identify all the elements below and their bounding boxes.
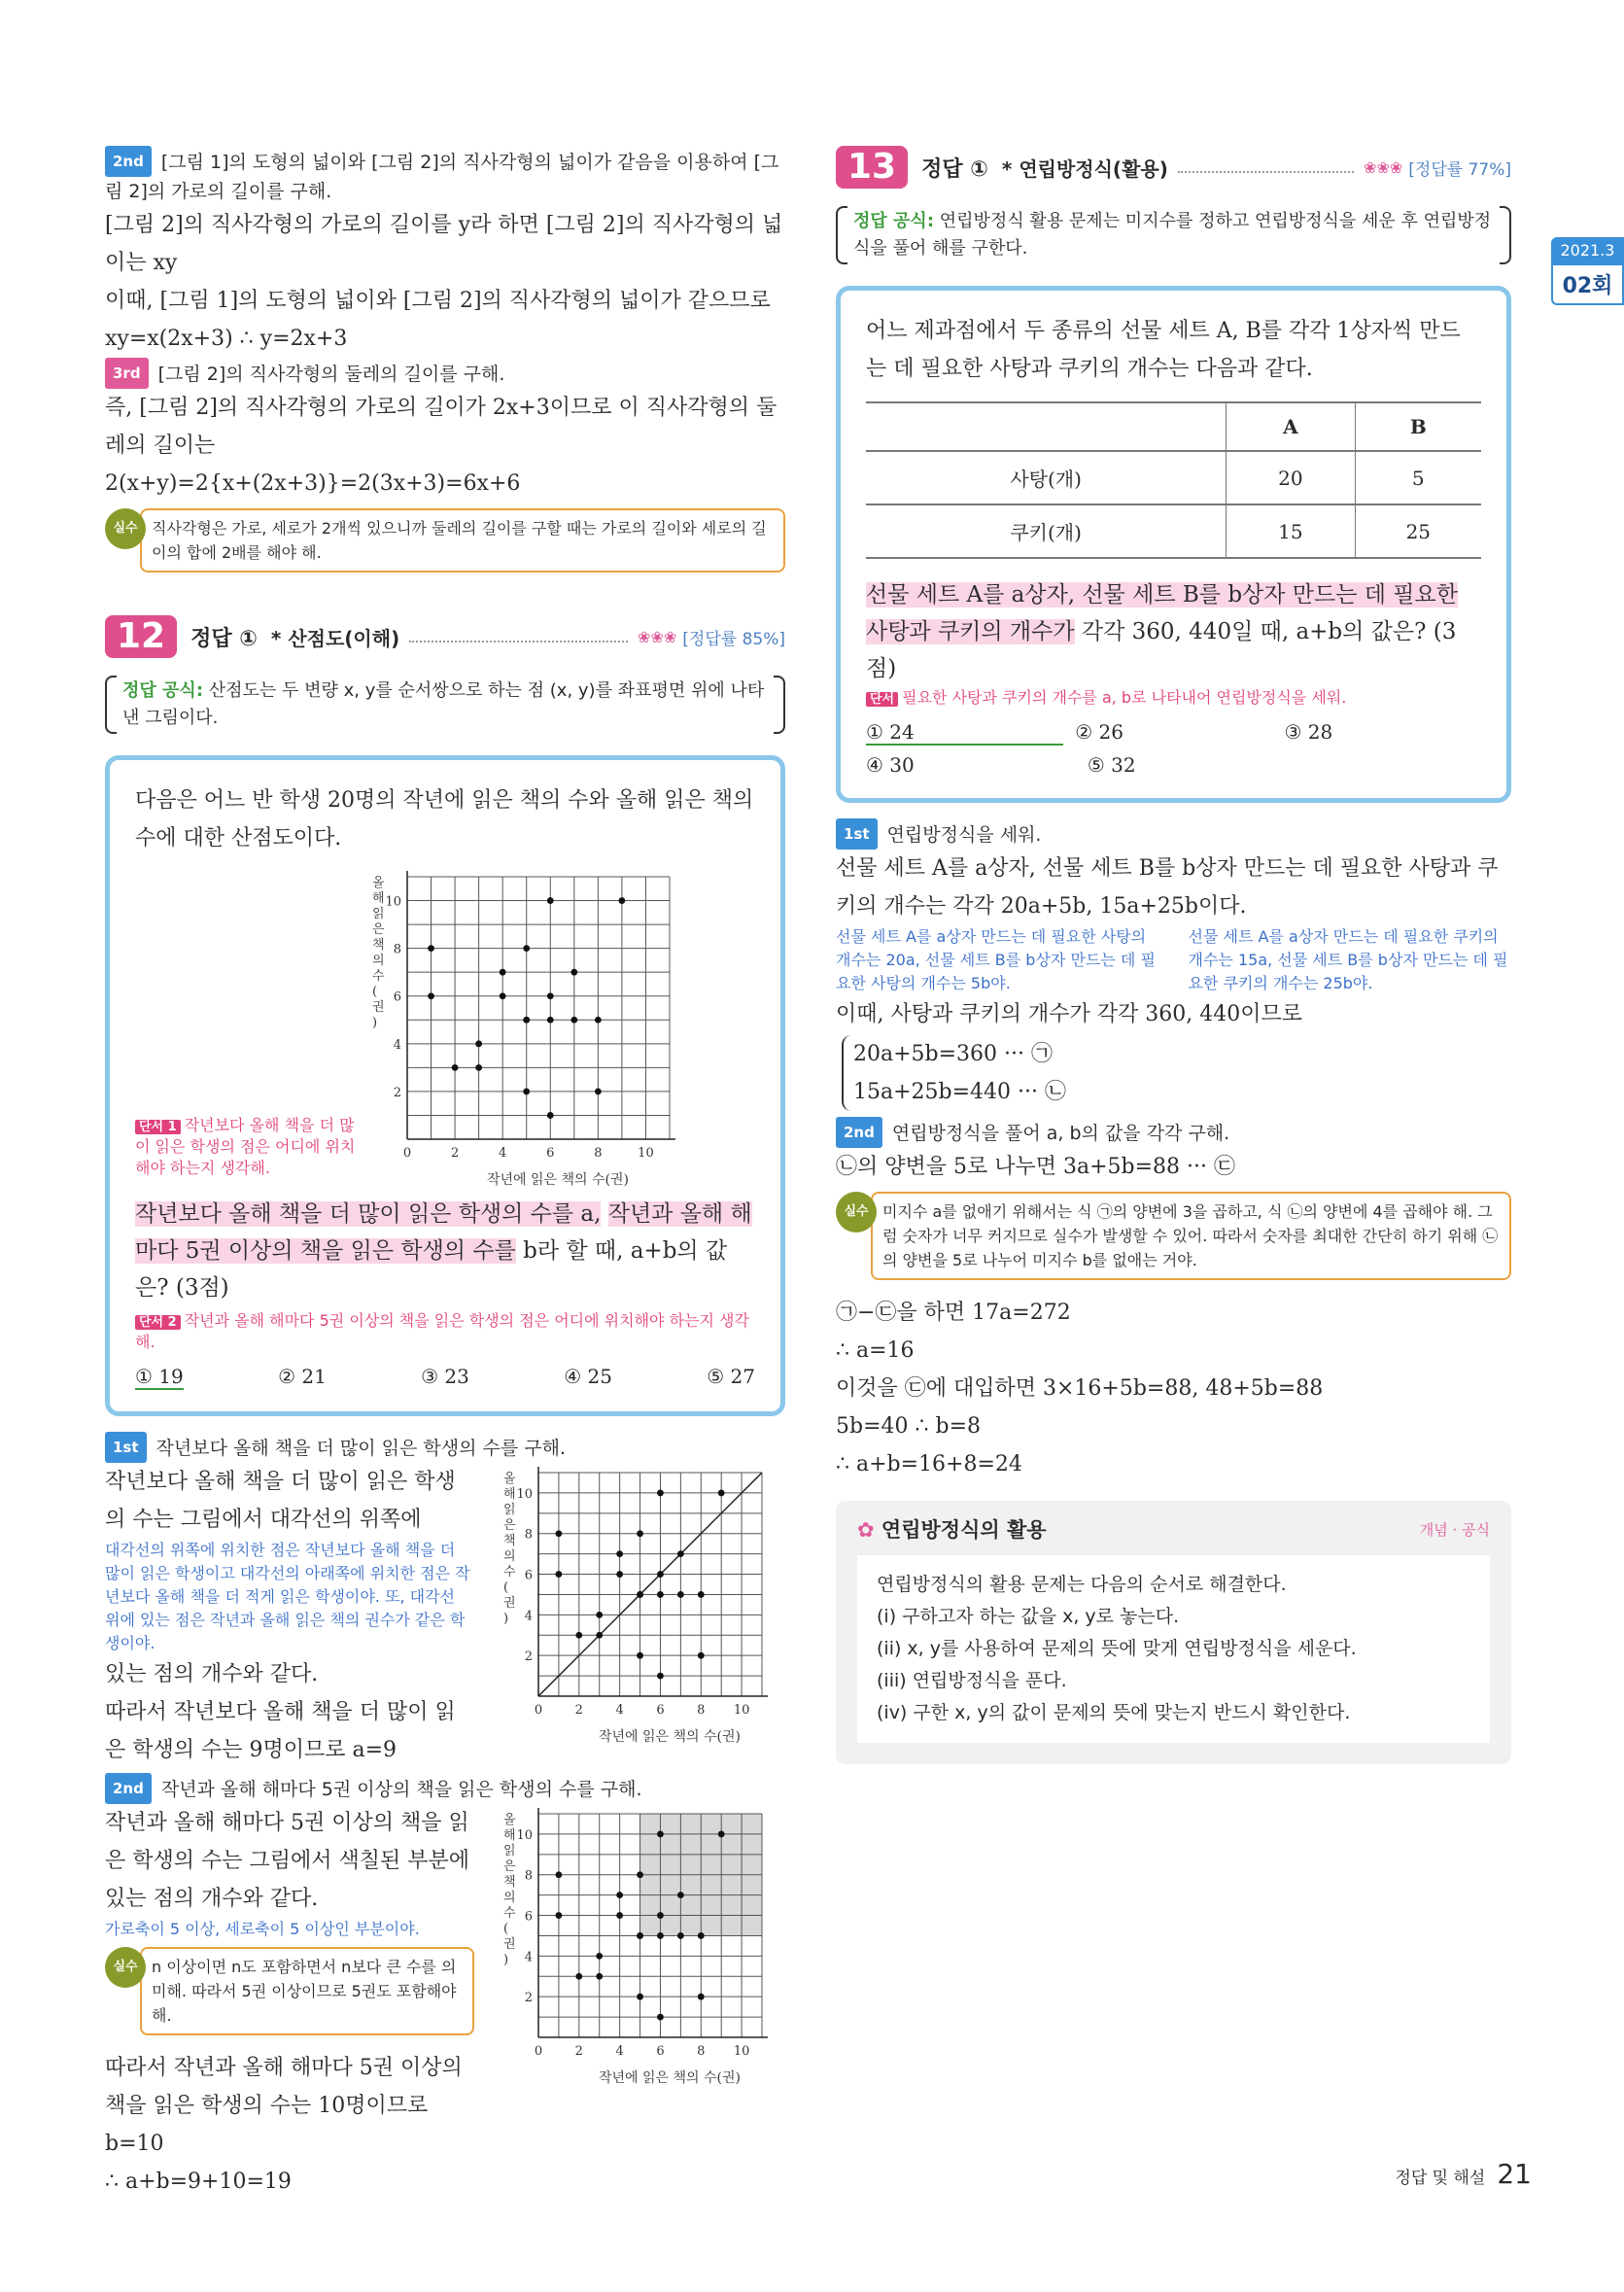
data-point [575, 1973, 582, 1980]
diagonal-line [538, 1473, 762, 1696]
data-point [619, 897, 626, 904]
x-tick-label: 10 [733, 1703, 750, 1718]
mistake-text: 직사각형은 가로, 세로가 2개씩 있으니까 둘레의 길이를 구할 때는 가로의 길이와 세로의 길이의 합에 2배를 해야 해. [140, 508, 785, 573]
choice-2[interactable]: ② 21 [278, 1365, 327, 1388]
exam-round: 02회 [1551, 263, 1624, 305]
data-table [866, 401, 1481, 559]
data-point [595, 1089, 602, 1095]
step-1st: 1st 작년보다 올해 책을 더 많이 읽은 학생의 수를 구해. [105, 1432, 785, 1463]
data-point [657, 1912, 664, 1919]
solution-line: 있는 점의 개수와 같다. [105, 1662, 319, 1686]
data-point [500, 969, 506, 976]
x-tick-label: 8 [697, 2044, 706, 2059]
answer-label: 정답 ① [190, 626, 258, 651]
step-tag: 1st [836, 818, 878, 850]
x-tick-label: 6 [546, 1146, 555, 1161]
x-tick-label: 8 [594, 1146, 603, 1161]
data-point [570, 1017, 577, 1024]
question-header [836, 146, 1511, 189]
concept-item: (iii) 연립방정식을 푼다. [877, 1670, 1067, 1691]
x-tick-label: 6 [656, 1703, 665, 1718]
choice-5[interactable]: ⑤ 27 [707, 1365, 755, 1388]
step-2-content [105, 1804, 785, 2201]
choice-4[interactable]: ④ 25 [564, 1365, 612, 1388]
solution-line: ∴ a+b=9+10=19 [105, 2170, 292, 2194]
x-axis-label: 작년에 읽은 책의 수(권) [487, 1172, 629, 1188]
answer-formula: 정답 공식: 연립방정식 활용 문제는 미지수를 정하고 연립방정식을 세운 후 연립방정식을 풀어 해를 구한다. [836, 206, 1511, 264]
data-point [698, 1994, 705, 2000]
mistake-text: 미지수 a를 없애기 위해서는 식 ㉠의 양변에 3을 곱하고, 식 ㉡의 양변에 4를 곱해야 해. 그럼 숫자가 너무 커지므로 실수가 발생할 수 있어. 따라서 숫자를 최대한 간단히 하기 위해 ㉡의 양변을 5로 나누어 미지수 b를 없애는 거야. [871, 1192, 1511, 1280]
x-tick-label: 0 [534, 2044, 543, 2059]
choice-1[interactable]: ① 19 [135, 1365, 184, 1388]
x-axis-label: 작년에 읽은 책의 수(권) [599, 2070, 741, 2086]
x-tick-label: 2 [574, 1703, 583, 1718]
data-point [556, 1530, 563, 1537]
answer-label: 정답 ① [921, 156, 988, 182]
step-3rd-prev: 3rd [그림 2]의 직사각형의 둘레의 길이를 구해. [105, 358, 785, 389]
answer-choices [866, 720, 1481, 777]
table-header-row [866, 402, 1481, 451]
data-point [718, 1831, 725, 1838]
right-column [836, 146, 1511, 1764]
concept-item: (ii) x, y를 사용하여 문제의 뜻에 맞게 연립방정식을 세운다. [877, 1638, 1357, 1659]
difficulty-flower-icon: ❀❀❀ [638, 627, 677, 646]
data-point [637, 1871, 643, 1878]
x-tick-label: 4 [615, 1703, 624, 1718]
data-point [637, 1932, 643, 1939]
mistake-text: n 이상이면 n도 포함하면서 n보다 큰 수를 의미해. 따라서 5권 이상이므로 5권도 포함해야 해. [140, 1947, 474, 2035]
data-point [657, 1831, 664, 1838]
solution-line: ∴ a=16 [836, 1338, 915, 1363]
mistake-note [836, 1192, 1511, 1280]
solution-line: 즉, [그림 2]의 직사각형의 가로의 길이가 2x+3이므로 이 직사각형의 둘레의 길이는 [105, 396, 777, 458]
table-row [866, 451, 1481, 504]
x-tick-label: 2 [574, 2044, 583, 2059]
y-tick-label: 10 [385, 894, 401, 910]
solution-line: 2(x+y)=2{x+(2x+3)}=2(3x+3)=6x+6 [105, 471, 521, 496]
topic-label: * 산점도(이해) [270, 626, 400, 650]
data-point [475, 1064, 482, 1071]
correct-rate: [정답률 77%] [1408, 159, 1511, 180]
blue-notes [836, 925, 1511, 995]
y-tick-label: 6 [524, 1909, 533, 1925]
difficulty-flower-icon: ❀❀❀ [1364, 157, 1403, 177]
concept-item: (i) 구하고자 하는 값을 x, y로 놓는다. [877, 1606, 1180, 1627]
question-intro: 어느 제과점에서 두 종류의 선물 세트 A, B를 각각 1상자씩 만드는 데 필요한 사탕과 쿠키의 개수는 다음과 같다. [866, 319, 1461, 381]
choice-1[interactable]: ① 24 [866, 720, 1063, 746]
data-point [657, 1591, 664, 1598]
data-point [547, 1112, 554, 1119]
data-point [596, 1953, 603, 1960]
topic-label: * 연립방정식(활용) [1001, 156, 1168, 181]
x-tick-label: 4 [615, 2044, 624, 2059]
question-number: 12 [105, 615, 177, 658]
solution-line: ㉠−㉢을 하면 17a=272 [836, 1301, 1071, 1325]
data-point [556, 1871, 563, 1878]
choice-5[interactable]: ⑤ 32 [1087, 753, 1136, 777]
step-2nd: 2nd 작년과 올해 해마다 5권 이상의 책을 읽은 학생의 수를 구해. [105, 1773, 785, 1804]
data-point [523, 945, 530, 952]
answer-formula: 정답 공식: 산점도는 두 변량 x, y를 순서쌍으로 하는 점 (x, y)를 좌표평면 위에 나타낸 그림이다. [105, 676, 785, 734]
mistake-note [105, 1947, 474, 2035]
blue-note: 선물 세트 A를 a상자 만드는 데 필요한 사탕의 개수는 20a, 선물 세트 B를 b상자 만드는 데 필요한 사탕의 개수는 5b야. [836, 927, 1156, 992]
question-text: 선물 세트 A를 a상자, 선물 세트 B를 b상자 만드는 데 필요한 사탕과 쿠키의 개수가 각각 360, 440일 때, a+b의 값은? (3점) [866, 582, 1458, 681]
mistake-badge-icon: 실수 [105, 1947, 146, 1988]
concept-intro: 연립방정식의 활용 문제는 다음의 순서로 해결한다. [877, 1574, 1287, 1595]
solution-line: 5b=40 ∴ b=8 [836, 1414, 982, 1439]
data-point [596, 1612, 603, 1618]
table-cell: 20 [1227, 451, 1355, 504]
x-tick-label: 10 [638, 1146, 654, 1161]
data-point [637, 1652, 643, 1659]
solution-line: ㉡의 양변을 5로 나누면 3a+5b=88 ··· ㉢ [836, 1155, 1236, 1179]
y-axis-label: 올 해 읽 은 책 의 수 ( 권 ) [503, 1472, 516, 1626]
solution-line: 따라서 작년보다 올해 책을 더 많이 읽은 학생의 수는 9명이므로 a=9 [105, 1700, 456, 1762]
scatter-plot [359, 867, 679, 1188]
y-tick-label: 6 [393, 990, 401, 1005]
solution-line: 이때, [그림 1]의 도형의 넓이와 [그림 2]의 직사각형의 넓이가 같으므로 [105, 289, 771, 313]
data-point [698, 1652, 705, 1659]
footer-label: 정답 및 해설 [1395, 2169, 1486, 2188]
hint: 단서 필요한 사탕과 쿠키의 개수를 a, b로 나타내어 연립방정식을 세워. [866, 687, 1481, 709]
solution-line: [그림 2]의 직사각형의 가로의 길이를 y라 하면 [그림 2]의 직사각형의 넓이는 xy [105, 213, 783, 275]
table-cell: 25 [1355, 504, 1481, 558]
data-point [698, 1932, 705, 1939]
data-point [556, 1912, 563, 1919]
x-tick-label: 2 [450, 1146, 460, 1161]
data-point [637, 1530, 643, 1537]
data-point [698, 1591, 705, 1598]
page-number: 21 [1497, 2158, 1532, 2190]
exam-date: 2021.3 [1551, 237, 1624, 263]
step-tag: 2nd [836, 1117, 882, 1148]
table-cell: 5 [1355, 451, 1481, 504]
choice-2[interactable]: ② 26 [1075, 720, 1123, 744]
data-point [428, 992, 434, 999]
step-tag: 1st [105, 1432, 147, 1463]
data-point [616, 1912, 623, 1919]
question-number: 13 [836, 146, 908, 189]
table-cell: 쿠키(개) [866, 504, 1227, 558]
x-axis-label: 작년에 읽은 책의 수(권) [599, 1729, 741, 1745]
data-point [596, 1632, 603, 1639]
step-tag: 2nd [105, 1773, 152, 1804]
x-tick-label: 6 [656, 2044, 665, 2059]
data-point [595, 1017, 602, 1024]
blue-note: 대각선의 위쪽에 위치한 점은 작년보다 올해 책을 더 많이 읽은 학생이고 대각선의 아래쪽에 위치한 점은 작년보다 올해 책을 더 적게 읽은 학생이야. 또, 대각선 위에 있는 점은 작년과 올해 읽은 책의 권수가 같은 학생이야. [105, 1541, 470, 1652]
correct-rate: [정답률 85%] [682, 629, 785, 649]
step-1-content [105, 1463, 785, 1769]
data-point [596, 1973, 603, 1980]
choice-3[interactable]: ③ 23 [421, 1365, 469, 1388]
concept-title: ✿ 연립방정식의 활용 [857, 1518, 1047, 1542]
equation-system [842, 1035, 1511, 1111]
data-point [657, 1490, 664, 1497]
x-tick-label: 0 [534, 1703, 543, 1718]
data-point [616, 1892, 623, 1898]
data-point [570, 969, 577, 976]
data-point [547, 992, 554, 999]
exam-round-tab [1551, 237, 1624, 305]
concept-item: (iv) 구한 x, y의 값이 문제의 뜻에 맞는지 반드시 확인한다. [877, 1702, 1351, 1723]
table-header [866, 402, 1227, 451]
blue-note: 선물 세트 A를 a상자 만드는 데 필요한 쿠키의 개수는 15a, 선물 세트 B를 b상자 만드는 데 필요한 쿠키의 개수는 25b야. [1188, 927, 1508, 992]
dot-leader [1178, 161, 1354, 173]
question-text: 작년보다 올해 책을 더 많이 읽은 학생의 수를 a, 작년과 올해 해마다 5권 이상의 책을 읽은 학생의 수를 b라 할 때, a+b의 값은? (3점) [135, 1201, 752, 1301]
equation-2: 15a+25b=440 ··· ㉡ [853, 1080, 1067, 1104]
dot-leader [409, 631, 628, 642]
data-point [500, 992, 506, 999]
data-point [547, 1017, 554, 1024]
flower-icon: ✿ [857, 1518, 881, 1542]
y-tick-label: 8 [524, 1527, 533, 1543]
solution-line: 선물 세트 A를 a상자, 선물 세트 B를 b상자 만드는 데 필요한 사탕과 쿠키의 개수는 각각 20a+5b, 15a+25b이다. [836, 856, 1499, 919]
data-point [657, 1673, 664, 1680]
data-point [718, 1490, 725, 1497]
solution-line: 이것을 ㉢에 대입하면 3×16+5b=88, 48+5b=88 [836, 1376, 1324, 1401]
data-point [677, 1892, 684, 1898]
data-point [523, 1089, 530, 1095]
y-tick-label: 8 [393, 942, 401, 957]
solution-line: 작년과 올해 해마다 5권 이상의 책을 읽은 학생의 수는 그림에서 색칠된 부분에 있는 점의 개수와 같다. [105, 1811, 469, 1911]
solution-line: ∴ a+b=16+8=24 [836, 1452, 1022, 1476]
page-footer [1395, 2158, 1532, 2190]
solution-line: 따라서 작년과 올해 해마다 5권 이상의 책을 읽은 학생의 수는 10명이므로 b=10 [105, 2056, 463, 2156]
y-axis-label: 올 해 읽 은 책 의 수 ( 권 ) [503, 1813, 516, 1967]
y-tick-label: 10 [516, 1486, 533, 1502]
x-tick-label: 8 [697, 1703, 706, 1718]
hint-1: 단서 1 작년보다 올해 책을 더 많이 읽은 학생의 점은 어디에 위치해야 하는지 생각해. [135, 1116, 356, 1177]
y-tick-label: 2 [393, 1085, 401, 1100]
data-point [657, 2014, 664, 2021]
choice-4[interactable]: ④ 30 [866, 753, 915, 777]
question-box [105, 755, 785, 1416]
left-column [105, 146, 785, 2201]
data-point [637, 1591, 643, 1598]
y-tick-label: 8 [524, 1868, 533, 1884]
question-intro: 다음은 어느 반 학생 20명의 작년에 읽은 책의 수와 올해 읽은 책의 수에 대한 산점도이다. [135, 788, 754, 851]
y-tick-label: 2 [524, 1991, 533, 2006]
data-point [677, 1932, 684, 1939]
data-point [523, 1017, 530, 1024]
y-axis-label: 올 해 읽 은 책 의 수 ( 권 ) [372, 876, 385, 1030]
data-point [547, 897, 554, 904]
concept-box [836, 1501, 1511, 1764]
answer-choices [135, 1365, 755, 1390]
step-2nd-prev: 2nd [그림 1]의 도형의 넓이와 [그림 2]의 직사각형의 넓이가 같음을 이용하여 [그림 2]의 가로의 길이를 구해. [105, 146, 785, 206]
mistake-badge-icon: 실수 [836, 1192, 877, 1233]
scatter-area [135, 867, 755, 1188]
question-12 [105, 615, 785, 2201]
data-point [657, 1571, 664, 1578]
table-header: A [1227, 402, 1355, 451]
y-tick-label: 6 [524, 1568, 533, 1583]
table-cell: 사탕(개) [866, 451, 1227, 504]
solution-line: xy=x(2x+3) ∴ y=2x+3 [105, 327, 348, 351]
data-point [575, 1632, 582, 1639]
blue-note: 가로축이 5 이상, 세로축이 5 이상인 부분이야. [105, 1920, 420, 1938]
step-tag: 2nd [105, 146, 152, 177]
y-tick-label: 4 [524, 1609, 533, 1624]
data-point [677, 1550, 684, 1557]
hint-2: 단서 2 작년과 올해 해마다 5권 이상의 책을 읽은 학생의 점은 어디에 위치해야 하는지 생각해. [135, 1311, 749, 1351]
table-cell: 15 [1227, 504, 1355, 558]
x-tick-label: 4 [499, 1146, 507, 1161]
solution-line: 작년보다 올해 책을 더 많이 읽은 학생의 수는 그림에서 대각선의 위쪽에 [105, 1470, 456, 1532]
data-point [637, 1994, 643, 2000]
mistake-note [105, 508, 785, 573]
mistake-badge-icon: 실수 [105, 508, 146, 549]
step-tag: 3rd [105, 358, 149, 389]
step-1st: 1st 연립방정식을 세워. [836, 818, 1511, 850]
scatter-plot-shaded [490, 1804, 772, 2086]
data-point [616, 1571, 623, 1578]
data-point [616, 1550, 623, 1557]
data-point [677, 1591, 684, 1598]
y-tick-label: 10 [516, 1827, 533, 1843]
table-header: B [1355, 402, 1481, 451]
data-point [452, 1064, 459, 1071]
x-tick-label: 10 [733, 2044, 750, 2059]
concept-tag: 개념 · 공식 [1419, 1520, 1490, 1539]
equation-1: 20a+5b=360 ··· ㉠ [853, 1042, 1054, 1066]
solution-line: 이때, 사탕과 쿠키의 개수가 각각 360, 440이므로 [836, 1002, 1302, 1026]
y-tick-label: 2 [524, 1650, 533, 1665]
data-point [428, 945, 434, 952]
y-tick-label: 4 [524, 1950, 533, 1965]
step-2nd: 2nd 연립방정식을 풀어 a, b의 값을 각각 구해. [836, 1117, 1511, 1148]
data-point [657, 1932, 664, 1939]
table-row [866, 504, 1481, 558]
data-point [556, 1571, 563, 1578]
y-tick-label: 4 [393, 1037, 401, 1053]
question-header [105, 615, 785, 658]
choice-3[interactable]: ③ 28 [1284, 720, 1333, 744]
x-tick-label: 0 [402, 1146, 412, 1161]
scatter-plot-diagonal [490, 1463, 772, 1745]
data-point [475, 1040, 482, 1047]
question-box [836, 286, 1511, 803]
